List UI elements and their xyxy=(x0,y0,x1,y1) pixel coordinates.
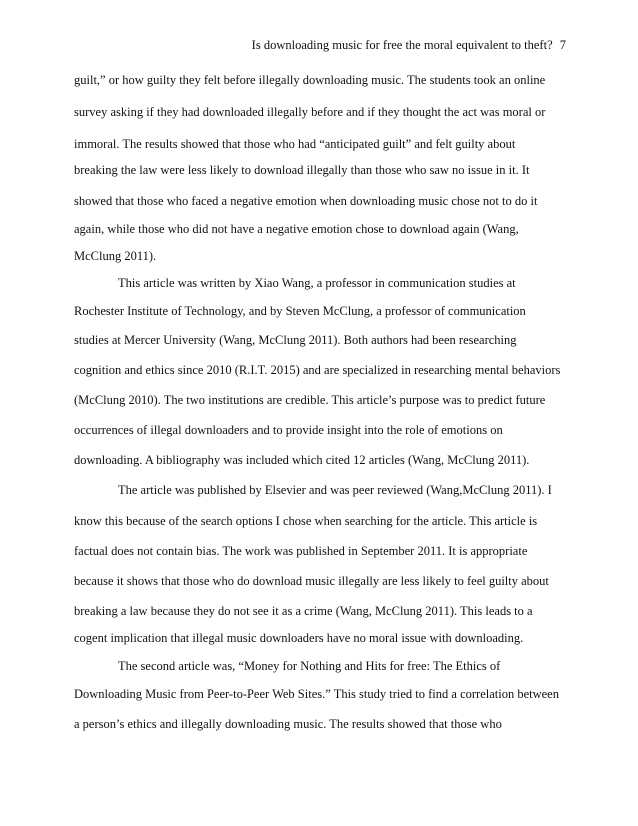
text-line: occurrences of illegal downloaders and to provide insight into the role of emotions on xyxy=(74,423,503,437)
text-line: factual does not contain bias. The work was published in September 2011. It is appropriate xyxy=(74,544,528,558)
text-line: showed that those who faced a negative emotion when downloading music chose not to do it xyxy=(74,194,538,208)
paragraph-first-line: The article was published by Elsevier and was peer reviewed (Wang,McClung 2011). I xyxy=(118,483,552,497)
text-line: breaking the law were less likely to download illegally than those who saw no issue in it. It xyxy=(74,163,530,177)
text-line: McClung 2011). xyxy=(74,249,157,263)
text-line: immoral. The results showed that those who had “anticipated guilt” and felt guilty about xyxy=(74,137,516,151)
text-line: cogent implication that illegal music downloaders have no moral issue with downloading. xyxy=(74,631,524,645)
running-head xyxy=(252,38,566,53)
text-line: studies at Mercer University (Wang, McClung 2011). Both authors had been researching xyxy=(74,333,517,347)
text-line: Downloading Music from Peer-to-Peer Web Sites.” This study tried to find a correlation between xyxy=(74,687,559,701)
text-line: cognition and ethics since 2010 (R.I.T. 2015) and are specialized in researching mental behaviors xyxy=(74,363,561,377)
paragraph-first-line: This article was written by Xiao Wang, a professor in communication studies at xyxy=(118,276,516,290)
text-line: survey asking if they had downloaded illegally before and if they thought the act was moral or xyxy=(74,105,546,119)
paragraph-first-line: The second article was, “Money for Nothing and Hits for free: The Ethics of xyxy=(118,659,501,673)
text-line: a person’s ethics and illegally downloading music. The results showed that those who xyxy=(74,717,502,731)
running-head-title: Is downloading music for free the moral equivalent to theft? xyxy=(251,38,553,52)
text-line: guilt,” or how guilty they felt before illegally downloading music. The students took an online xyxy=(74,73,546,87)
text-line: downloading. A bibliography was included which cited 12 articles (Wang, McClung 2011). xyxy=(74,453,530,467)
text-line: know this because of the search options I chose when searching for the article. This article is xyxy=(74,514,538,528)
text-line: because it shows that those who do download music illegally are less likely to feel guilty about xyxy=(74,574,549,588)
text-line: breaking a law because they do not see it as a crime (Wang, McClung 2011). This leads to a xyxy=(74,604,533,618)
text-line: Rochester Institute of Technology, and by Steven McClung, a professor of communication xyxy=(74,304,526,318)
text-line: again, while those who did not have a negative emotion chose to download again (Wang, xyxy=(74,222,519,236)
page-number: 7 xyxy=(559,38,566,52)
text-line: (McClung 2010). The two institutions are credible. This article’s purpose was to predict future xyxy=(74,393,546,407)
